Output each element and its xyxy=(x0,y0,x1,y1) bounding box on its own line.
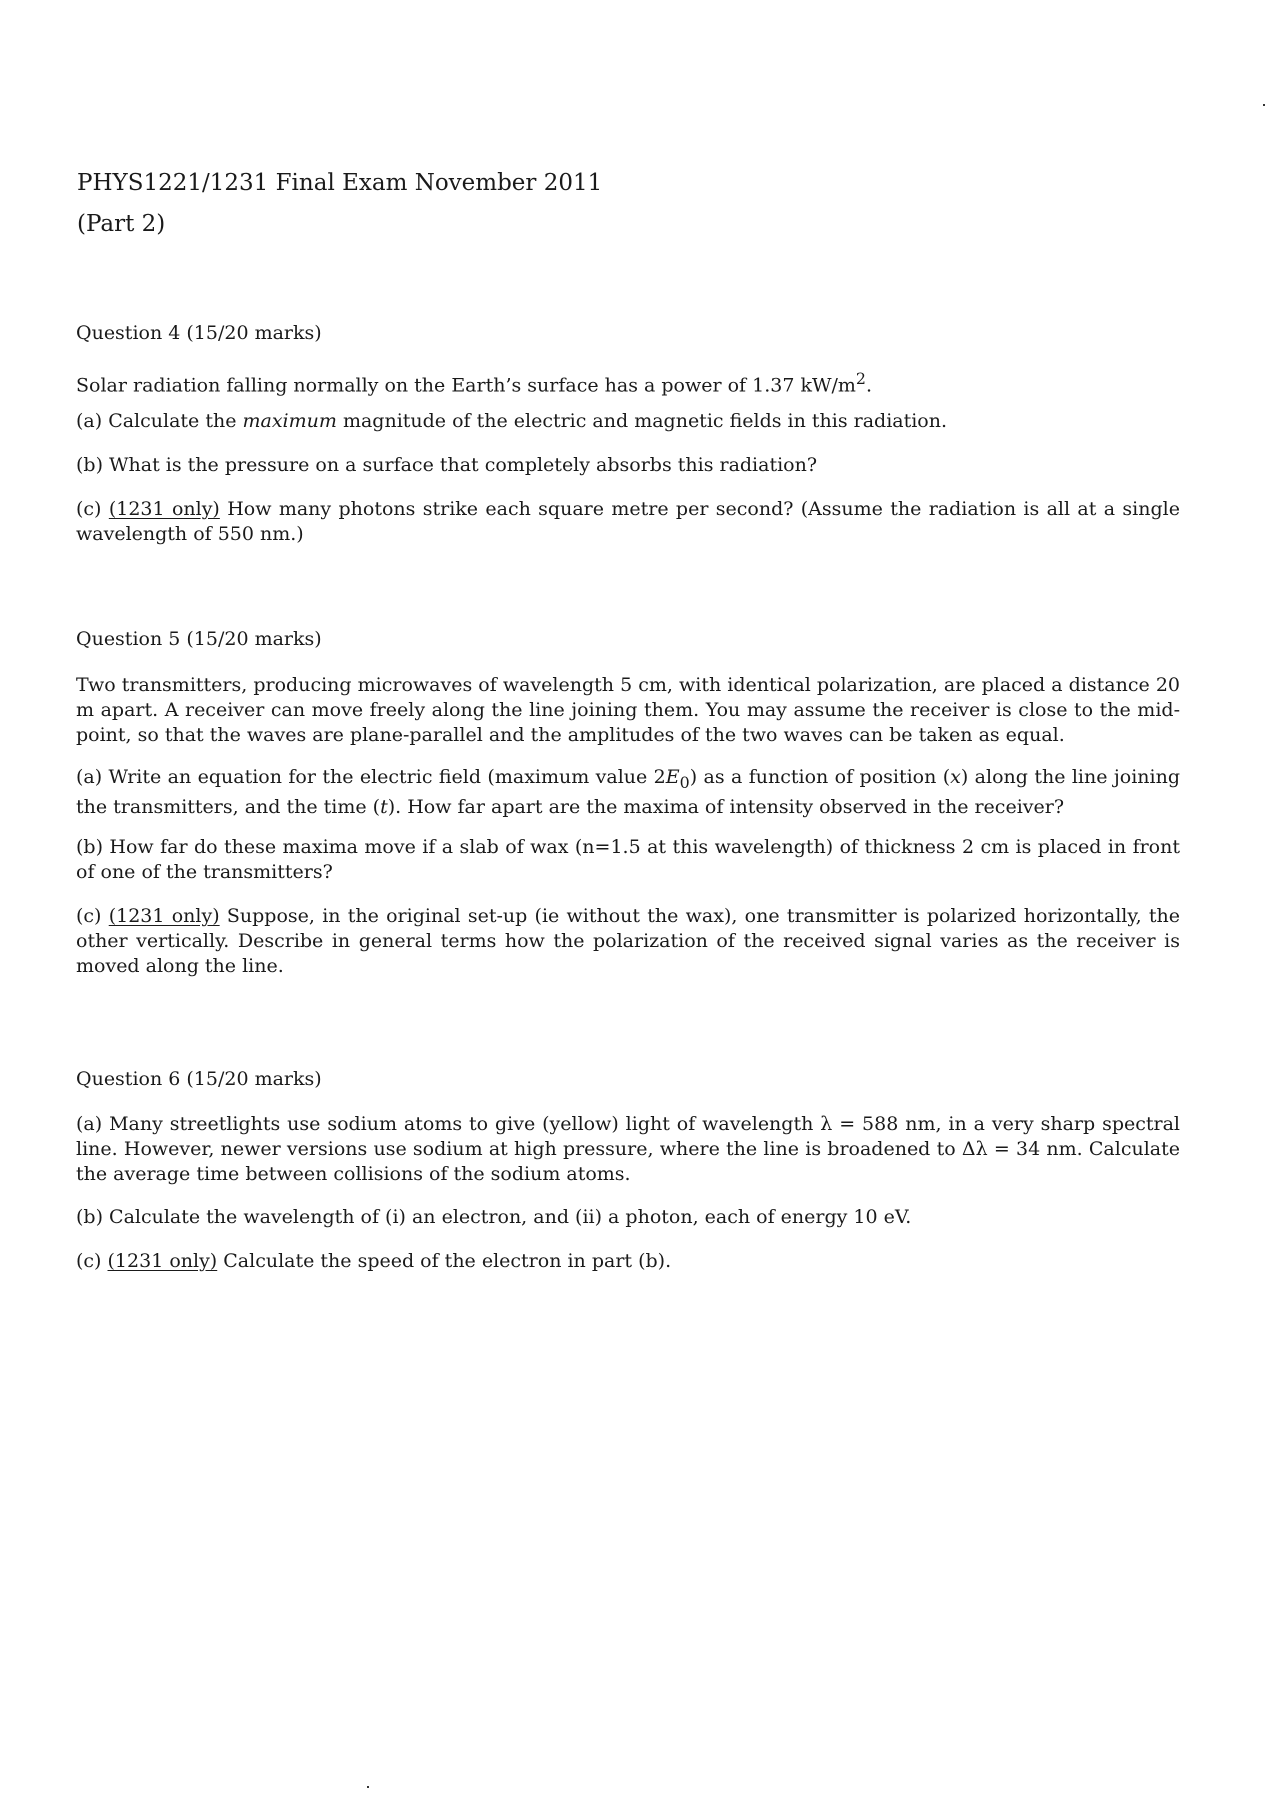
question-4-part-b: (b) What is the pressure on a surface that completely absorbs this radiation? xyxy=(76,454,818,476)
scan-speck xyxy=(1263,104,1265,106)
question-5-part-c: (c) (1231 only) Suppose, in the original set-up (ie without the wax), one transmitter is polarized horizontally, the other vertically. Describe in general terms how the polarization of the received signal varies as the receiver is moved along the line. xyxy=(76,905,1180,977)
question-5-intro: Two transmitters, producing microwaves of wavelength 5 cm, with identical polarization, are placed a distance 20 m apart. A receiver can move freely along the line joining them. You may assume the receiver is close to the mid-point, so that the waves are plane-parallel and the amplitudes of the two waves can be taken as equal. xyxy=(76,674,1180,746)
question-6-part-a: (a) Many streetlights use sodium atoms to give (yellow) light of wavelength λ = 588 nm, in a very sharp spectral line. However, newer versions use sodium at high pressure, where the line is broadened to Δλ = 34 nm. Calculate the average time between collisions of the sodium atoms. xyxy=(76,1113,1180,1185)
question-4-part-c: (c) (1231 only) How many photons strike each square metre per second? (Assume the radiation is all at a single wavelength of 550 nm.) xyxy=(76,498,1180,545)
exam-title: PHYS1221/1231 Final Exam November 2011 xyxy=(77,170,603,196)
scan-speck xyxy=(367,1786,369,1788)
1231-only-tag: (1231 only) xyxy=(107,1250,218,1272)
question-6-part-b: (b) Calculate the wavelength of (i) an electron, and (ii) a photon, each of energy 10 eV. xyxy=(76,1206,912,1228)
question-4-intro: Solar radiation falling normally on the Earth’s surface has a power of 1.37 $kW/m^2$. xyxy=(76,369,873,397)
question-6-part-c: (c) (1231 only) Calculate the speed of the electron in part (b). xyxy=(76,1250,672,1272)
question-4-heading: Question 4 (15/20 marks) xyxy=(76,322,322,344)
question-6-heading: Question 6 (15/20 marks) xyxy=(76,1068,322,1090)
exam-part-label: (Part 2) xyxy=(77,211,166,237)
question-4-part-a: (a) Calculate the maximum magnitude of the electric and magnetic fields in this radiation. xyxy=(76,410,948,432)
question-5-part-a: (a) Write an equation for the electric field (maximum value $2E_0$) as a function of position (x) along the line joining the transmitters, and the time (t). How far apart are the maxima of intensity observed in the receiver? xyxy=(76,766,1180,818)
1231-only-tag: (1231 only) xyxy=(108,905,220,927)
question-5-heading: Question 5 (15/20 marks) xyxy=(76,628,322,650)
question-5-part-b: (b) How far do these maxima move if a slab of wax (n=1.5 at this wavelength) of thickness 2 cm is placed in front of one of the transmitters? xyxy=(76,836,1180,883)
1231-only-tag: (1231 only) xyxy=(108,498,220,520)
